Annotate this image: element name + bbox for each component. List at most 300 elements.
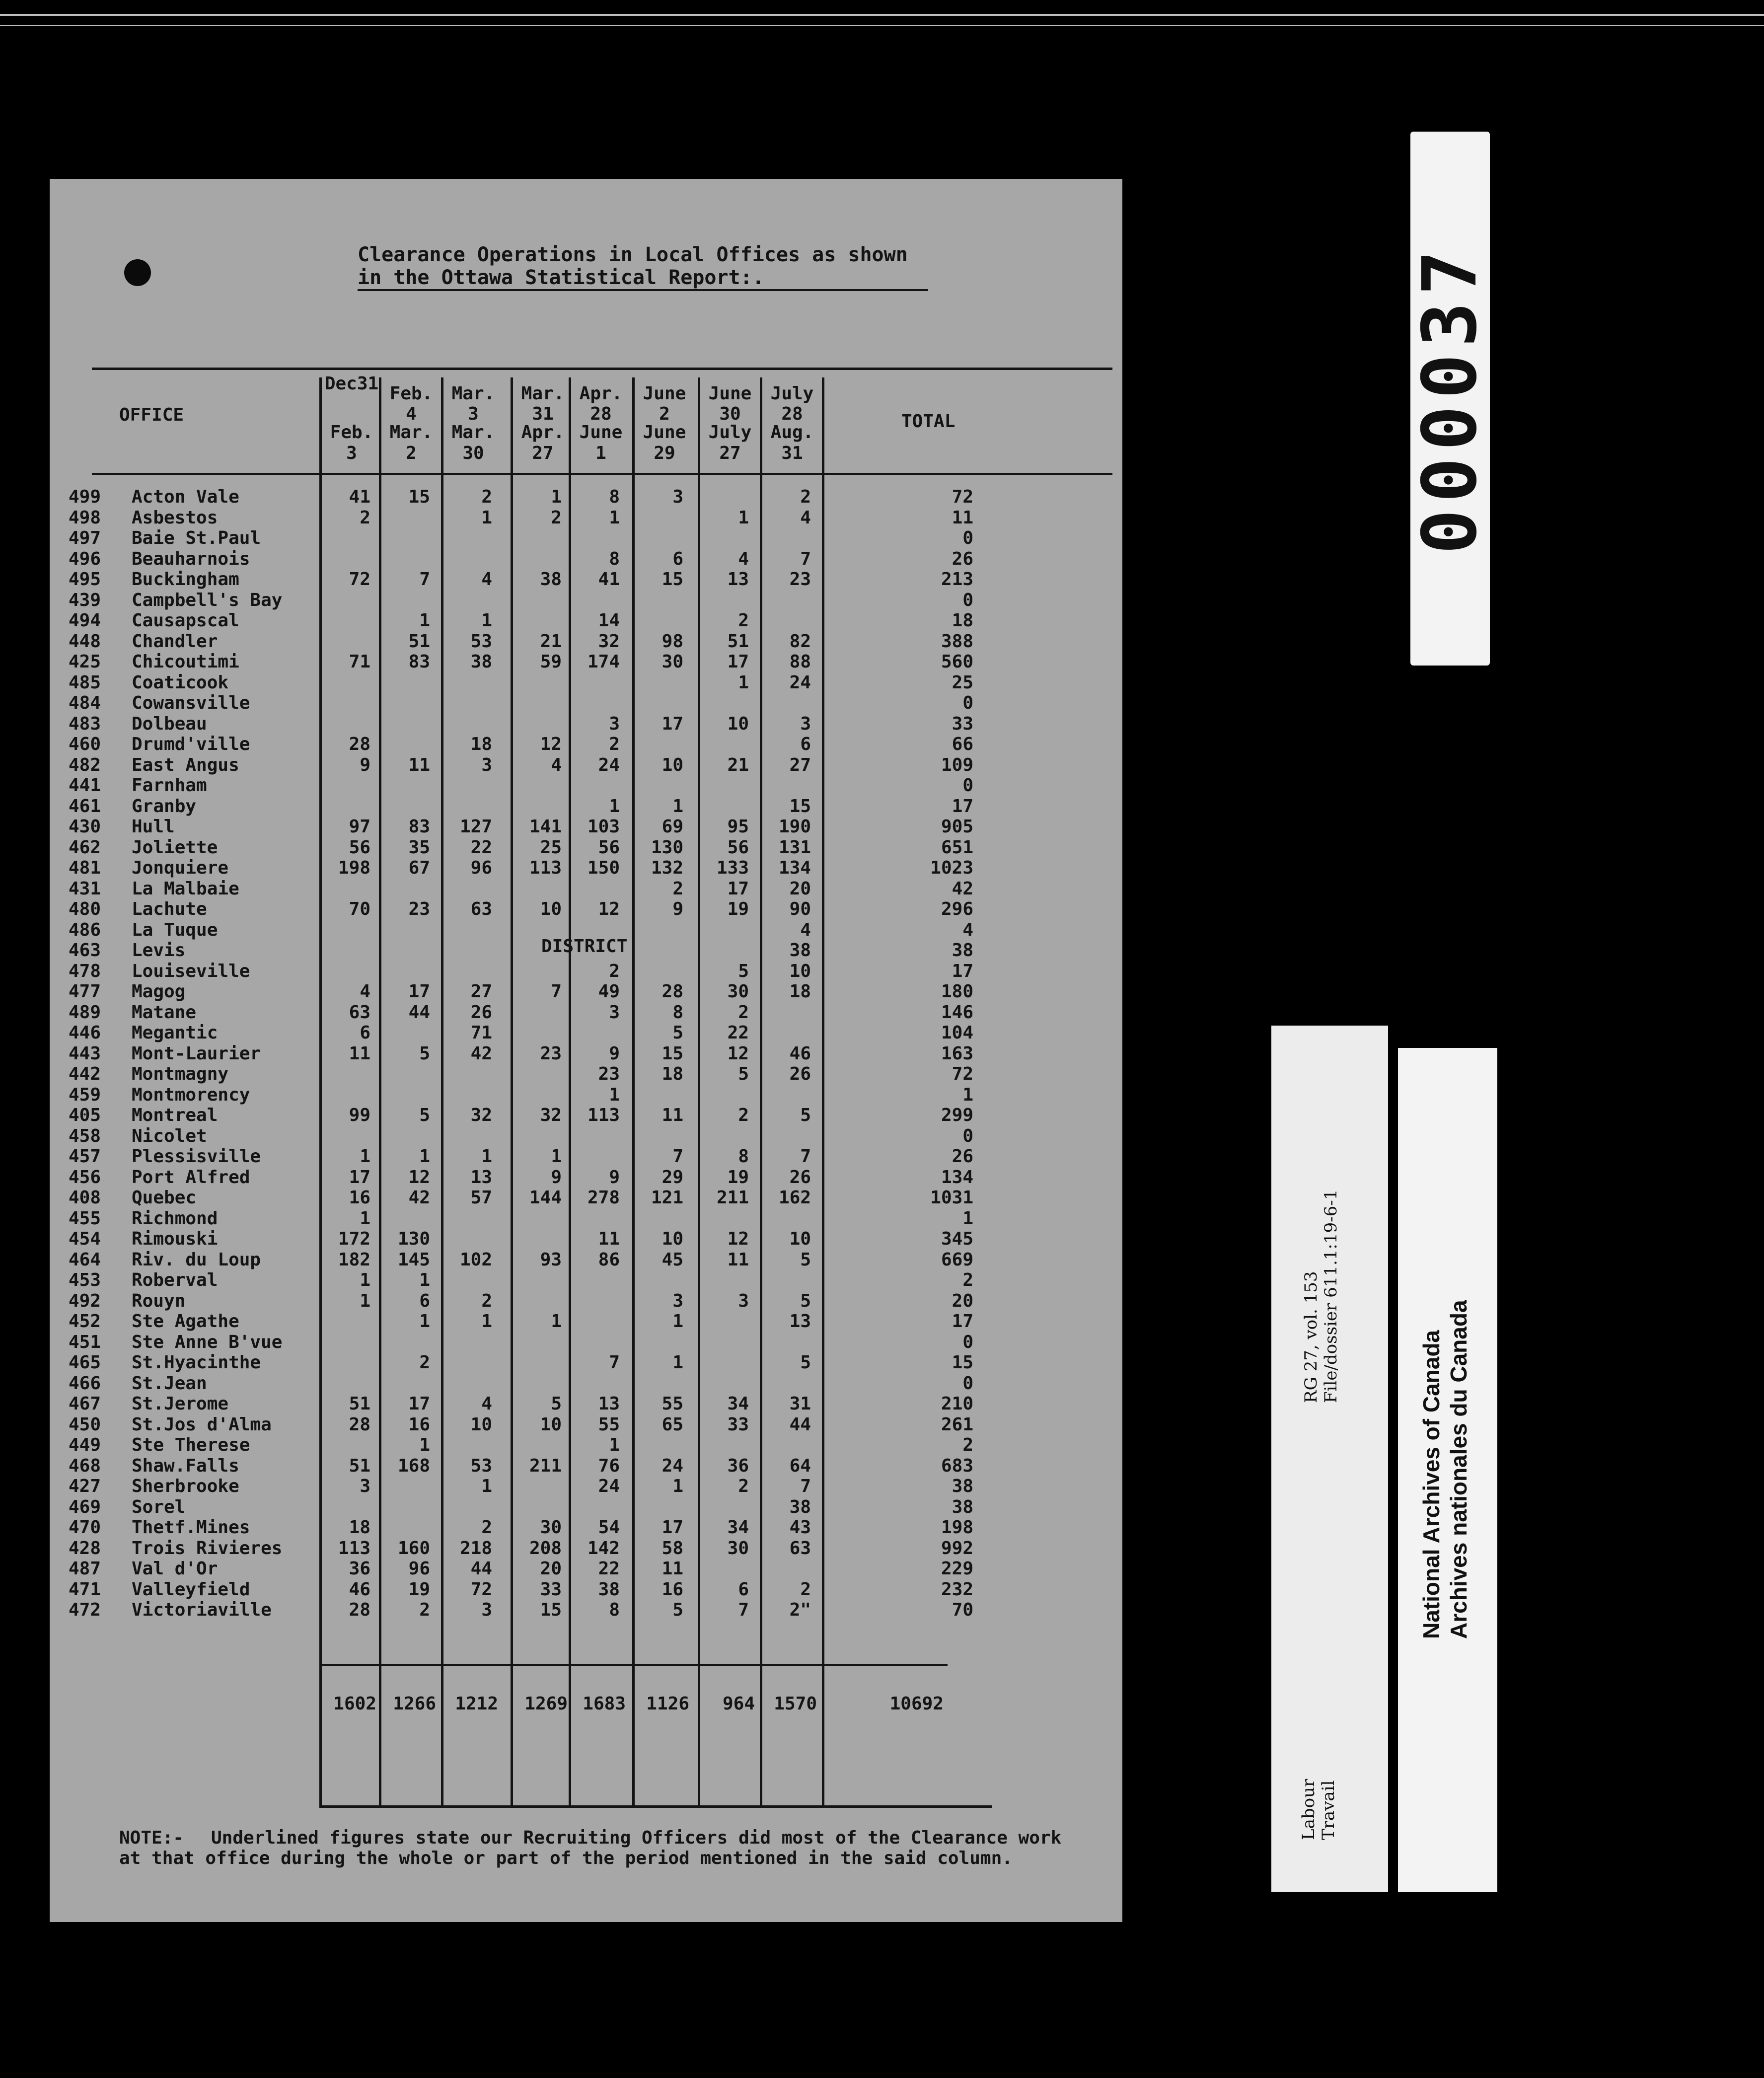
office-name: Coaticook (132, 672, 229, 693)
row-total: 104 (941, 1023, 973, 1043)
office-name: Beauharnois (132, 548, 250, 569)
table-cell: 49 (598, 981, 620, 1002)
office-code: 405 (69, 1105, 101, 1125)
column-total: 1126 (646, 1694, 689, 1714)
table-cell: 7 (419, 569, 430, 590)
row-total: 33 (952, 713, 973, 734)
row-total: 109 (941, 754, 973, 775)
column-header-month: Aug. (770, 422, 814, 443)
office-name: Ste Agathe (132, 1311, 239, 1332)
table-cell: 1 (672, 1476, 683, 1496)
table-cell: 13 (470, 1167, 492, 1187)
office-code: 431 (69, 878, 101, 899)
table-cell: 19 (727, 899, 749, 919)
document-sheet (50, 179, 1122, 1922)
table-cell: 35 (408, 837, 430, 858)
table-cell: 5 (551, 1394, 562, 1414)
table-cell: 28 (662, 981, 683, 1002)
table-cell: 12 (727, 1043, 749, 1064)
table-cell: 5 (672, 1023, 683, 1043)
table-cell: 5 (800, 1249, 811, 1270)
office-name: St.Jerome (132, 1394, 229, 1414)
office-code: 498 (69, 507, 101, 528)
table-cell: 182 (338, 1249, 370, 1270)
column-header-day: 30 (462, 443, 484, 463)
office-code: 446 (69, 1023, 101, 1043)
row-total: 18 (952, 610, 973, 631)
table-cell: 10 (789, 1229, 811, 1249)
office-code: 457 (69, 1146, 101, 1167)
table-cell: 17 (349, 1167, 370, 1187)
office-code: 463 (69, 940, 101, 961)
title-line-2: in the Ottawa Statistical Report:. (358, 266, 928, 291)
table-cell: 17 (727, 652, 749, 672)
office-name: Valleyfield (132, 1579, 250, 1600)
table-cell: 99 (349, 1105, 370, 1125)
row-total: 17 (952, 796, 973, 816)
column-header-dates: June 30 (708, 383, 752, 424)
table-cell: 63 (789, 1538, 811, 1558)
office-name: Louiseville (132, 961, 250, 981)
row-total: 38 (952, 1476, 973, 1496)
total-header: TOTAL (901, 411, 956, 432)
table-cell: 33 (727, 1414, 749, 1435)
table-cell: 198 (338, 858, 370, 878)
table-cell: 211 (529, 1455, 562, 1476)
table-cell: 23 (789, 569, 811, 590)
table-cell: 28 (349, 734, 370, 754)
office-name: Ste Anne B'vue (132, 1332, 283, 1352)
table-cell: 26 (789, 1167, 811, 1187)
table-cell: 15 (662, 569, 683, 590)
office-name: Sherbrooke (132, 1476, 239, 1496)
row-total: 1023 (930, 858, 973, 878)
office-code: 466 (69, 1373, 101, 1394)
table-cell: 1 (738, 672, 749, 693)
row-total: 15 (952, 1352, 973, 1373)
table-cell: 8 (738, 1146, 749, 1167)
table-cell: 15 (662, 1043, 683, 1064)
table-cell: 144 (529, 1187, 562, 1208)
column-header-dates: July 28 (770, 383, 814, 424)
office-name: Shaw.Falls (132, 1455, 239, 1476)
office-code: 472 (69, 1600, 101, 1620)
row-total: 232 (941, 1579, 973, 1600)
table-cell: 172 (338, 1229, 370, 1249)
table-cell: 10 (662, 754, 683, 775)
table-cell: 32 (540, 1105, 562, 1125)
office-name: Mont-Laurier (132, 1043, 261, 1064)
office-code: 448 (69, 631, 101, 652)
row-total: 0 (962, 1332, 973, 1352)
row-total: 210 (941, 1394, 973, 1414)
office-code: 494 (69, 610, 101, 631)
table-cell: 2 (800, 487, 811, 507)
column-header-month: Apr. (521, 422, 565, 443)
document-title (358, 243, 1003, 291)
table-cell: 4 (800, 507, 811, 528)
table-cell: 19 (408, 1579, 430, 1600)
table-cell: 5 (800, 1352, 811, 1373)
office-code: 459 (69, 1084, 101, 1105)
table-cell: 16 (408, 1414, 430, 1435)
table-cell: 7 (800, 548, 811, 569)
table-cell: 55 (662, 1394, 683, 1414)
row-total: 38 (952, 1496, 973, 1517)
table-cell: 1 (672, 796, 683, 816)
office-name: Val d'Or (132, 1558, 218, 1579)
note-text: Underlined figures state our Recruiting Officers did most of the Clearance work at that office during the whole or part of the period mentioned in the said column. (119, 1828, 1062, 1868)
table-cell: 2 (551, 507, 562, 528)
office-code: 485 (69, 672, 101, 693)
table-cell: 7 (551, 981, 562, 1002)
table-cell: 5 (800, 1290, 811, 1311)
row-total: 134 (941, 1167, 973, 1187)
table-cell: 17 (662, 1517, 683, 1538)
table-cell: 17 (408, 981, 430, 1002)
table-cell: 12 (408, 1167, 430, 1187)
table-cell: 33 (540, 1579, 562, 1600)
table-cell: 76 (598, 1455, 620, 1476)
office-code: 439 (69, 590, 101, 610)
table-cell: 3 (609, 713, 620, 734)
office-name: Asbestos (132, 507, 218, 528)
table-cell: 14 (598, 610, 620, 631)
table-cell: 6 (738, 1579, 749, 1600)
table-cell: 6 (419, 1290, 430, 1311)
table-cell: 15 (408, 487, 430, 507)
office-code: 425 (69, 652, 101, 672)
table-cell: 8 (609, 548, 620, 569)
office-name: Farnham (132, 775, 207, 796)
table-cell: 113 (587, 1105, 620, 1125)
table-cell: 26 (470, 1002, 492, 1023)
office-code: 471 (69, 1579, 101, 1600)
table-cell: 96 (470, 858, 492, 878)
table-cell: 132 (651, 858, 683, 878)
table-cell: 6 (360, 1023, 370, 1043)
table-cell: 13 (598, 1394, 620, 1414)
table-cell: 82 (789, 631, 811, 652)
office-code: 449 (69, 1435, 101, 1455)
table-cell: 1 (609, 1435, 620, 1455)
column-header-dates: June 2 (643, 383, 686, 424)
office-code: 454 (69, 1229, 101, 1249)
frame-number: 000037 (1407, 243, 1493, 554)
office-name: Drumd'ville (132, 734, 250, 754)
table-cell: 113 (338, 1538, 370, 1558)
table-cell: 4 (800, 919, 811, 940)
table-cell: 2 (738, 610, 749, 631)
table-cell: 34 (727, 1394, 749, 1414)
table-cell: 131 (778, 837, 811, 858)
column-header-day: 1 (595, 443, 606, 463)
table-cell: 13 (789, 1311, 811, 1332)
office-name: St.Hyacinthe (132, 1352, 261, 1373)
table-cell: 30 (727, 1538, 749, 1558)
table-cell: 4 (551, 754, 562, 775)
column-header-day: 27 (532, 443, 554, 463)
table-cell: 53 (470, 631, 492, 652)
table-top-rule (92, 368, 1112, 370)
table-cell: 65 (662, 1414, 683, 1435)
table-cell: 3 (738, 1290, 749, 1311)
table-cell: 41 (349, 487, 370, 507)
column-header-dates: Feb. 4 (389, 383, 433, 424)
table-cell: 1 (551, 1146, 562, 1167)
archives-name-fr: Archives nationales du Canada (1446, 1300, 1471, 1639)
row-total: 905 (941, 816, 973, 837)
office-code: 462 (69, 837, 101, 858)
table-cell: 10 (727, 713, 749, 734)
table-cell: 13 (727, 569, 749, 590)
row-total: 0 (962, 1125, 973, 1146)
table-cell: 9 (551, 1167, 562, 1187)
office-code: 465 (69, 1352, 101, 1373)
table-cell: 63 (470, 899, 492, 919)
row-total: 296 (941, 899, 973, 919)
table-cell: 27 (470, 981, 492, 1002)
table-cell: 24 (598, 1476, 620, 1496)
office-code: 442 (69, 1064, 101, 1084)
office-name: Montmagny (132, 1064, 229, 1084)
office-code: 492 (69, 1290, 101, 1311)
table-cell: 7 (609, 1352, 620, 1373)
table-cell: 16 (349, 1187, 370, 1208)
table-cell: 70 (349, 899, 370, 919)
table-cell: 28 (349, 1414, 370, 1435)
office-name: Campbell's Bay (132, 590, 283, 610)
table-cell: 162 (778, 1187, 811, 1208)
table-cell: 11 (349, 1043, 370, 1064)
table-cell: 15 (789, 796, 811, 816)
table-cell: 45 (662, 1249, 683, 1270)
office-name: Ste Therese (132, 1435, 250, 1455)
office-code: 408 (69, 1187, 101, 1208)
table-cell: 38 (789, 1496, 811, 1517)
row-total: 229 (941, 1558, 973, 1579)
table-cell: 134 (778, 858, 811, 878)
table-cell: 1 (738, 507, 749, 528)
table-cell: 30 (540, 1517, 562, 1538)
table-cell: 56 (349, 837, 370, 858)
table-cell: 21 (727, 754, 749, 775)
office-name: Acton Vale (132, 487, 239, 507)
column-header-day: 3 (346, 443, 357, 463)
note-label: NOTE:- (119, 1828, 184, 1848)
table-cell: 42 (470, 1043, 492, 1064)
table-cell: 7 (672, 1146, 683, 1167)
office-code: 468 (69, 1455, 101, 1476)
table-cell: 5 (419, 1043, 430, 1064)
film-edge-top-2 (0, 25, 1764, 26)
table-cell: 133 (716, 858, 749, 878)
table-cell: 10 (470, 1414, 492, 1435)
row-total: 651 (941, 837, 973, 858)
table-cell: 141 (529, 816, 562, 837)
row-total: 2 (962, 1435, 973, 1455)
table-cell: 1 (551, 1311, 562, 1332)
table-cell: 1 (419, 1435, 430, 1455)
office-name: Richmond (132, 1208, 218, 1229)
table-cell: 8 (609, 487, 620, 507)
ref-volume: RG 27, vol. 153 (1301, 1271, 1321, 1403)
table-cell: 1 (481, 507, 492, 528)
header-bottom-rule (92, 473, 1112, 475)
office-name: Cowansville (132, 693, 250, 713)
office-name: Magog (132, 981, 186, 1002)
office-code: 495 (69, 569, 101, 590)
table-cell: 208 (529, 1538, 562, 1558)
table-cell: 1 (419, 1270, 430, 1290)
table-cell: 69 (662, 816, 683, 837)
table-cell: 95 (727, 816, 749, 837)
totals-top-rule (322, 1664, 948, 1666)
table-cell: 1 (481, 1146, 492, 1167)
table-cell: 8 (609, 1600, 620, 1620)
office-name: Riv. du Loup (132, 1249, 261, 1270)
office-code: 460 (69, 734, 101, 754)
table-cell: 5 (419, 1105, 430, 1125)
column-rule (822, 377, 824, 1808)
table-cell: 51 (349, 1394, 370, 1414)
table-cell: 2 (481, 1517, 492, 1538)
column-header-day: 31 (781, 443, 803, 463)
table-cell: 1 (419, 1311, 430, 1332)
table-cell: 46 (789, 1043, 811, 1064)
row-total: 0 (962, 1373, 973, 1394)
office-code: 489 (69, 1002, 101, 1023)
table-cell: 6 (800, 734, 811, 754)
table-cell: 51 (349, 1455, 370, 1476)
office-code: 477 (69, 981, 101, 1002)
table-cell: 96 (408, 1558, 430, 1579)
row-total: 1031 (930, 1187, 973, 1208)
table-cell: 103 (587, 816, 620, 837)
column-header-month: June (579, 422, 623, 443)
office-name: Quebec (132, 1187, 197, 1208)
table-cell: 44 (470, 1558, 492, 1579)
table-cell: 5 (672, 1600, 683, 1620)
row-total: 669 (941, 1249, 973, 1270)
row-total: 198 (941, 1517, 973, 1538)
table-cell: 57 (470, 1187, 492, 1208)
office-code: 458 (69, 1125, 101, 1146)
table-cell: 2 (481, 487, 492, 507)
office-code: 469 (69, 1496, 101, 1517)
table-cell: 72 (349, 569, 370, 590)
table-cell: 190 (778, 816, 811, 837)
table-cell: 2 (738, 1105, 749, 1125)
table-cell: 10 (540, 899, 562, 919)
table-cell: 22 (598, 1558, 620, 1579)
table-cell: 3 (481, 1600, 492, 1620)
office-code: 483 (69, 713, 101, 734)
table-cell: 86 (598, 1249, 620, 1270)
office-name: Matane (132, 1002, 197, 1023)
table-cell: 1 (551, 487, 562, 507)
reference-label (1271, 1026, 1388, 1892)
office-name: Chicoutimi (132, 652, 239, 672)
office-code: 481 (69, 858, 101, 878)
office-name: Hull (132, 816, 175, 837)
table-cell: 9 (360, 754, 370, 775)
row-total: 26 (952, 548, 973, 569)
row-total: 0 (962, 590, 973, 610)
office-name: Megantic (132, 1023, 218, 1043)
table-cell: 28 (349, 1600, 370, 1620)
office-code: 478 (69, 961, 101, 981)
table-cell: 211 (716, 1187, 749, 1208)
table-cell: 93 (540, 1249, 562, 1270)
table-cell: 24 (789, 672, 811, 693)
table-cell: 44 (408, 1002, 430, 1023)
table-cell: 24 (662, 1455, 683, 1476)
archives-name-en: National Archives of Canada (1418, 1330, 1444, 1639)
table-cell: 58 (662, 1538, 683, 1558)
office-name: Buckingham (132, 569, 239, 590)
office-code: 428 (69, 1538, 101, 1558)
office-name: Levis (132, 940, 186, 961)
table-cell: 2 (481, 1290, 492, 1311)
row-total: 683 (941, 1455, 973, 1476)
office-code: 480 (69, 899, 101, 919)
row-total: 72 (952, 1064, 973, 1084)
column-total: 1266 (393, 1694, 436, 1714)
table-cell: 7 (800, 1476, 811, 1496)
table-cell: 1 (609, 507, 620, 528)
table-cell: 142 (587, 1538, 620, 1558)
table-cell: 64 (789, 1455, 811, 1476)
row-total: 992 (941, 1538, 973, 1558)
table-cell: 17 (662, 713, 683, 734)
table-cell: 102 (459, 1249, 492, 1270)
table-cell: 218 (459, 1538, 492, 1558)
table-cell: 1 (419, 1146, 430, 1167)
table-cell: 29 (662, 1167, 683, 1187)
table-cell: 43 (789, 1517, 811, 1538)
office-name: Chandler (132, 631, 218, 652)
row-total: 72 (952, 487, 973, 507)
office-name: Montmorency (132, 1084, 250, 1105)
column-total: 1683 (583, 1694, 626, 1714)
row-total: 180 (941, 981, 973, 1002)
table-cell: 7 (738, 1600, 749, 1620)
column-header-dates: Apr. 28 (579, 383, 623, 424)
row-total: 17 (952, 1311, 973, 1332)
table-cell: 11 (598, 1229, 620, 1249)
district-label: DISTRICT (541, 936, 628, 957)
row-total: 42 (952, 878, 973, 899)
table-cell: 18 (349, 1517, 370, 1538)
office-name: Trois Rivieres (132, 1538, 283, 1558)
table-cell: 4 (481, 1394, 492, 1414)
table-cell: 1 (360, 1270, 370, 1290)
table-cell: 25 (540, 837, 562, 858)
office-code: 484 (69, 693, 101, 713)
office-code: 470 (69, 1517, 101, 1538)
table-cell: 19 (727, 1167, 749, 1187)
table-cell: 51 (727, 631, 749, 652)
table-cell: 22 (727, 1023, 749, 1043)
office-code: 430 (69, 816, 101, 837)
column-header-month: Mar. (389, 422, 433, 443)
table-cell: 3 (609, 1002, 620, 1023)
table-cell: 11 (662, 1105, 683, 1125)
table-cell: 2 (738, 1002, 749, 1023)
table-cell: 97 (349, 816, 370, 837)
dept-fr: Travail (1319, 1780, 1338, 1840)
